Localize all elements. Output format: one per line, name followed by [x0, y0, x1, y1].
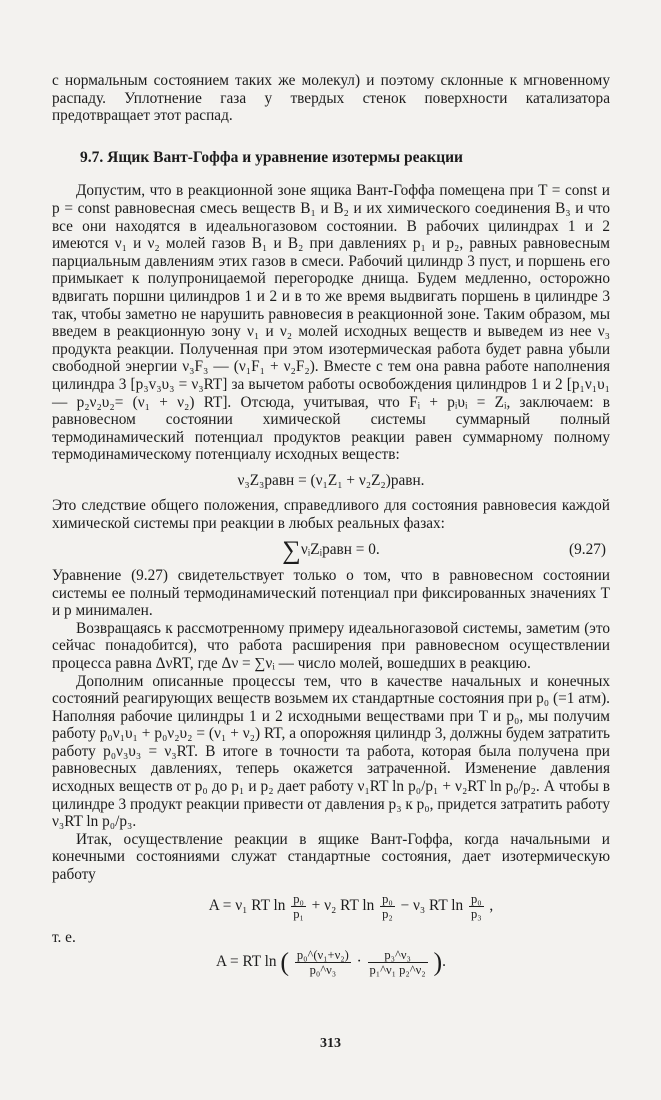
paragraph-3: Уравнение (9.27) свидетельствует только о том, что в равновесном состоянии системы ее полный термодинамический потенциал при фиксированных значениях T и p минимален.: [52, 566, 610, 620]
paragraph-4: Возвращаясь к рассмотренному примеру идеальногазовой системы, заметим (это сейчас понадобится), что работа расширения при равновесном осуществлении процесса равна ΔνRT, где Δν = ∑νᵢ — число молей, вошедших в реакцию.: [52, 619, 610, 672]
section-heading: 9.7. Ящик Вант-Гоффа и уравнение изотермы реакции: [80, 148, 463, 166]
te-label: т. е.: [52, 928, 76, 946]
fraction-p3-p1-p2: $\frac{\text{p₃\textasciicircum{}ν₃}}{\text{p₁\textasciicircum{}ν₁ p₂\textasciicircum{}ν₂}}$: [369, 948, 426, 978]
equation-work-term2: + ν₂ RT ln: [311, 896, 375, 914]
paragraph-2: Это следствие общего положения, справедливого для состояния равновесия каждой химической системы при реакции в любых реальных фазах:: [52, 497, 610, 533]
equation-number: (9.27): [569, 540, 606, 558]
equation-work-term3: − ν₃ RT ln: [400, 896, 464, 914]
equation-9-27-body: νᵢZᵢравн = 0.: [300, 540, 380, 558]
equation-work-combined: A = RT ln ( $\frac{\text{p₀\textasciicircum{}(ν₁+ν₂)}}{\text{p₀\textasciicircum{}ν₃}}$ · $\frac{\text{p₃\textasciicircum{}ν₃}}{\text{p₁\textasciicircum{}ν₁ p₂\textasciicircum{}ν₂}}$ ).: [216, 947, 446, 978]
paragraph-5: Дополним описанные процессы тем, что в качестве начальных и конечных состояний реагирующих веществ возьмем их стандартные состояния при p₀ (=1 атм). Наполняя рабочие цилиндры 1 и 2 исходными веществами при T и p₀, мы получим работу p₀ν₁υ₁ + p₀ν₂υ₂ = (ν₁ + ν₂) RT, а опорожняя цилиндр 3, должны будем затратить работу p₀ν₃υ₃ = ν₃RT. В итоге в точности та работа, которая была получена при равновесных давлениях, теперь окажется затраченной. Изменение давления исходных веществ от p₀ до p₁ и p₂ дает работу ν₁RT ln p₀/p₁ + ν₂RT ln p₀/p₂. А чтобы в цилиндре 3 продукт реакции привести от давления p₃ к p₀, придется затратить работу ν₃RT ln p₀/p₃.: [52, 672, 610, 831]
paragraph-6: Итак, осуществление реакции в ящике Вант-Гоффа, когда начальными и конечными состояниями служат стандартные состояния, дает изотермическую работу: [52, 830, 610, 884]
fraction-p0-p3: $\frac{\text{p₀}}{\text{p₃}}$: [470, 891, 482, 921]
equation-work-lhs: A = ν₁ RT ln: [208, 896, 286, 914]
fraction-p0-powers: $\frac{\text{p₀\textasciicircum{}(ν₁+ν₂)}}{\text{p₀\textasciicircum{}ν₃}}$: [296, 948, 349, 978]
fraction-p0-p2: $\frac{\text{p₀}}{\text{p₂}}$: [382, 891, 393, 921]
paragraph-0: с нормальным состоянием таких же молекул) и поэтому склонные к мгновенному распаду. Уплотнение газа у твердых стенок поверхности катализатора предотвращает этот распад.: [52, 72, 610, 125]
equation-combined-lhs: A = RT ln: [216, 953, 277, 971]
sum-symbol: ∑: [282, 535, 301, 565]
paragraph-1: Допустим, что в реакционной зоне ящика Вант-Гоффа помещена при T = const и p = const равновесная смесь веществ B₁ и B₂ и их химического соединения B₃ и что все они находятся в идеальногазовом состоянии. В рабочих цилиндрах 1 и 2 имеются ν₁ и ν₂ молей газов B₁ и B₂ при давлениях p₁ и p₂, равных равновесным парциальным давлениям этих газов в смеси. Рабочий цилиндр 3 пуст, и поршень его примыкает к полупроницаемой перегородке днища. Будем медленно, осторожно вдвигать поршни цилиндров 1 и 2 и в то же время выдвигать поршень в цилиндре 3 так, чтобы заметно не нарушить равновесия в реакционной зоне. Таким образом, мы введем в реакционную зону ν₁ и ν₂ молей исходных веществ и выведем из нее ν₃ продукта реакции. Полученная при этом изотермическая работа будет равна убыли свободной энергии ν₃F₃ — (ν₁F₁ + ν₂F₂). Вместе с тем она равна работе наполнения цилиндра 3 [p₃v₃υ₃ = ν₃RT] за вычетом работы освобождения цилиндров 1 и 2 [p₁ν₁υ₁ — p₂ν₂υ₂= (ν₁ + ν₂) RT]. Отсюда, учитывая, что Fᵢ + pᵢυᵢ = Zᵢ, заключаем: в равновесном состоянии химической системы суммарный полный термодинамический потенциал продуктов реакции равен суммарному полному термодинамическому потенциалу исходных веществ:: [52, 182, 610, 464]
equation-work: A = ν₁ RT ln $\frac{\text{p₀}}{\text{p₁}}$ + ν₂ RT ln $\frac{\text{p₀}}{\text{p₂}}$ − ν₃ RT ln $\frac{\text{p₀}}{\text{p₃}}$ ,: [208, 891, 494, 921]
page-body: [52, 72, 610, 985]
equation-equilibrium: ν₃Z₃равн = (ν₁Z₁ + ν₂Z₂)равн.: [237, 471, 425, 489]
page-number: 313: [320, 1036, 341, 1051]
equation-9-27: [52, 535, 610, 565]
fraction-p0-p1: $\frac{\text{p₀}}{\text{p₁}}$: [293, 891, 304, 921]
